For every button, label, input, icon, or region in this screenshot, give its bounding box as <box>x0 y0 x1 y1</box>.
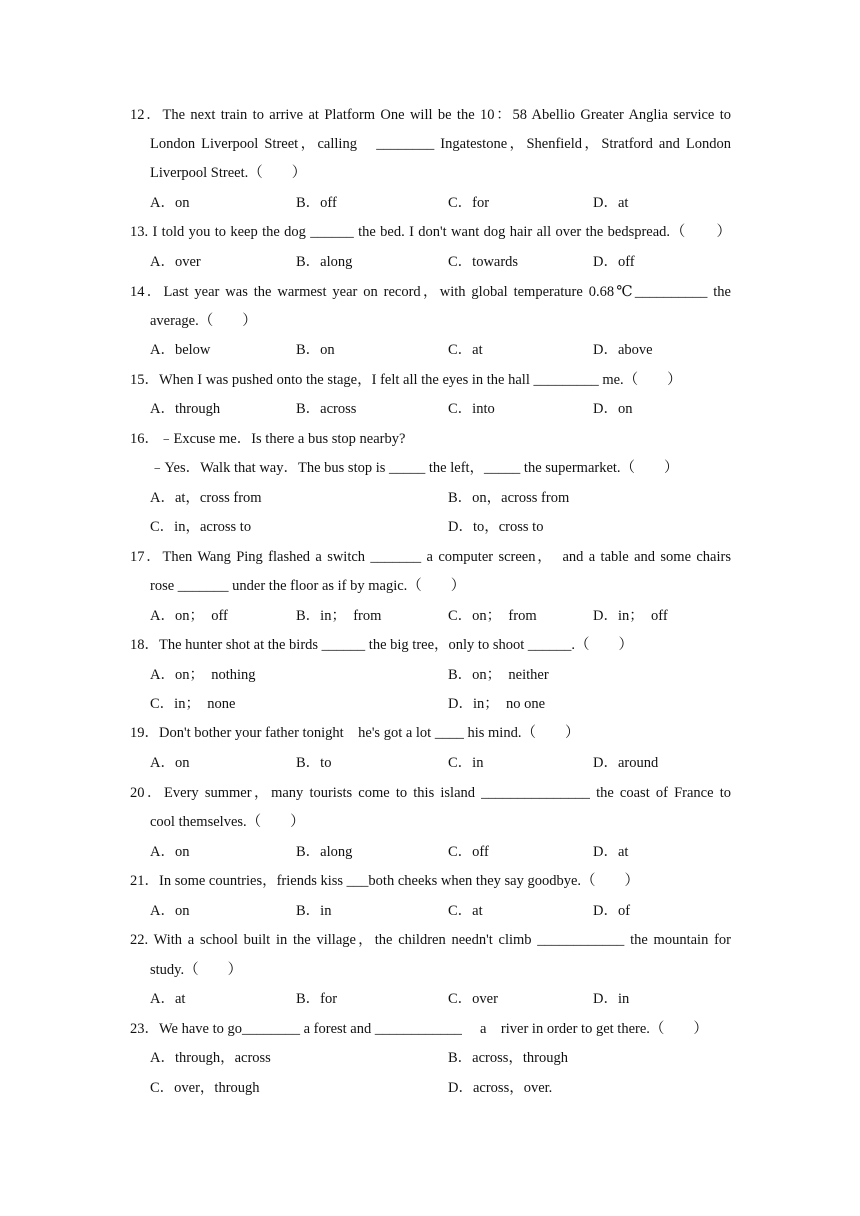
option-b: B．for <box>296 991 338 1007</box>
question-text: cool themselves.（ ） <box>150 814 305 830</box>
question-text: 21．In some countries，friends kiss ___both cheeks when they say goodbye.（ ） <box>130 873 640 889</box>
option-b: B．to <box>296 755 332 771</box>
option-a: A．over <box>150 254 201 270</box>
option-a: A．through <box>150 401 221 417</box>
option-c: C．over，through <box>150 1080 260 1096</box>
option-c: C．at <box>448 342 483 358</box>
question-text: 17．Then Wang Ping flashed a switch _______ a computer screen， and a table and some chairs <box>130 549 731 565</box>
option-a: A．at，cross from <box>150 490 262 506</box>
option-d: D．in； off <box>593 608 668 624</box>
question-text: 14．Last year was the warmest year on record，with global temperature 0.68℃__________ the <box>130 284 731 300</box>
question-text: 12．The next train to arrive at Platform One will be the 10：58 Abellio Greater Anglia service to <box>130 107 731 123</box>
question-text: 18．The hunter shot at the birds ______ the big tree，only to shoot ______.（ ） <box>130 637 634 653</box>
option-d: D．on <box>593 401 633 417</box>
option-b: B．on，across from <box>448 490 570 506</box>
option-b: B．off <box>296 195 337 211</box>
question-text: 22. With a school built in the village，the children needn't climb ____________ the mountain for <box>130 932 731 948</box>
option-c: C．off <box>448 844 489 860</box>
question-text: 23．We have to go________ a forest and ____________ a river in order to get there.（ ） <box>130 1021 708 1037</box>
option-b: B．across，through <box>448 1050 569 1066</box>
question-text: 15．When I was pushed onto the stage，I felt all the eyes in the hall _________ me.（ ） <box>130 372 682 388</box>
question-text: 19．Don't bother your father tonight he's got a lot ____ his mind.（ ） <box>130 725 580 741</box>
option-b: B．in <box>296 903 332 919</box>
question-text: 16．﹣Excuse me．Is there a bus stop nearby? <box>130 431 406 447</box>
question-text: Liverpool Street.（ ） <box>150 165 307 181</box>
option-c: C．in； none <box>150 696 236 712</box>
option-b: B．across <box>296 401 357 417</box>
question-text: 20．Every summer，many tourists come to this island _______________ the coast of France to <box>130 785 731 801</box>
option-c: C．at <box>448 903 483 919</box>
option-a: A．through，across <box>150 1050 271 1066</box>
option-c: C．in，across to <box>150 519 252 535</box>
option-d: D．to，cross to <box>448 519 544 535</box>
option-a: A．on； nothing <box>150 667 256 683</box>
option-c: C．towards <box>448 254 519 270</box>
option-c: C．on； from <box>448 608 537 624</box>
option-d: D．in <box>593 991 630 1007</box>
option-a: A．below <box>150 342 211 358</box>
option-b: B．on <box>296 342 335 358</box>
option-d: D．at <box>593 844 629 860</box>
option-d: D．around <box>593 755 659 771</box>
question-text: study.（ ） <box>150 962 243 978</box>
option-b: B．on； neither <box>448 667 549 683</box>
option-b: B．along <box>296 254 353 270</box>
question-text: rose _______ under the floor as if by magic.（ ） <box>150 578 466 594</box>
option-b: B．in； from <box>296 608 382 624</box>
option-b: B．along <box>296 844 353 860</box>
option-d: D．above <box>593 342 653 358</box>
option-c: C．over <box>448 991 498 1007</box>
question-text: average.（ ） <box>150 313 257 329</box>
option-a: A．on <box>150 844 190 860</box>
option-d: D．of <box>593 903 631 919</box>
option-d: D．off <box>593 254 635 270</box>
question-text: 13. I told you to keep the dog ______ the bed. I don't want dog hair all over the bedspread.（ ） <box>130 224 731 240</box>
option-d: D．in； no one <box>448 696 546 712</box>
question-text: ﹣Yes．Walk that way．The bus stop is _____ the left，_____ the supermarket.（ ） <box>150 460 679 476</box>
option-d: D．at <box>593 195 629 211</box>
option-a: A．on； off <box>150 608 228 624</box>
option-d: D．across，over. <box>448 1080 553 1096</box>
option-c: C．into <box>448 401 495 417</box>
option-a: A．at <box>150 991 186 1007</box>
option-c: C．for <box>448 195 490 211</box>
option-a: A．on <box>150 903 190 919</box>
option-a: A．on <box>150 195 190 211</box>
option-c: C．in <box>448 755 484 771</box>
question-text: London Liverpool Street，calling ________ Ingatestone，Shenfield，Stratford and London <box>150 136 731 152</box>
option-a: A．on <box>150 755 190 771</box>
